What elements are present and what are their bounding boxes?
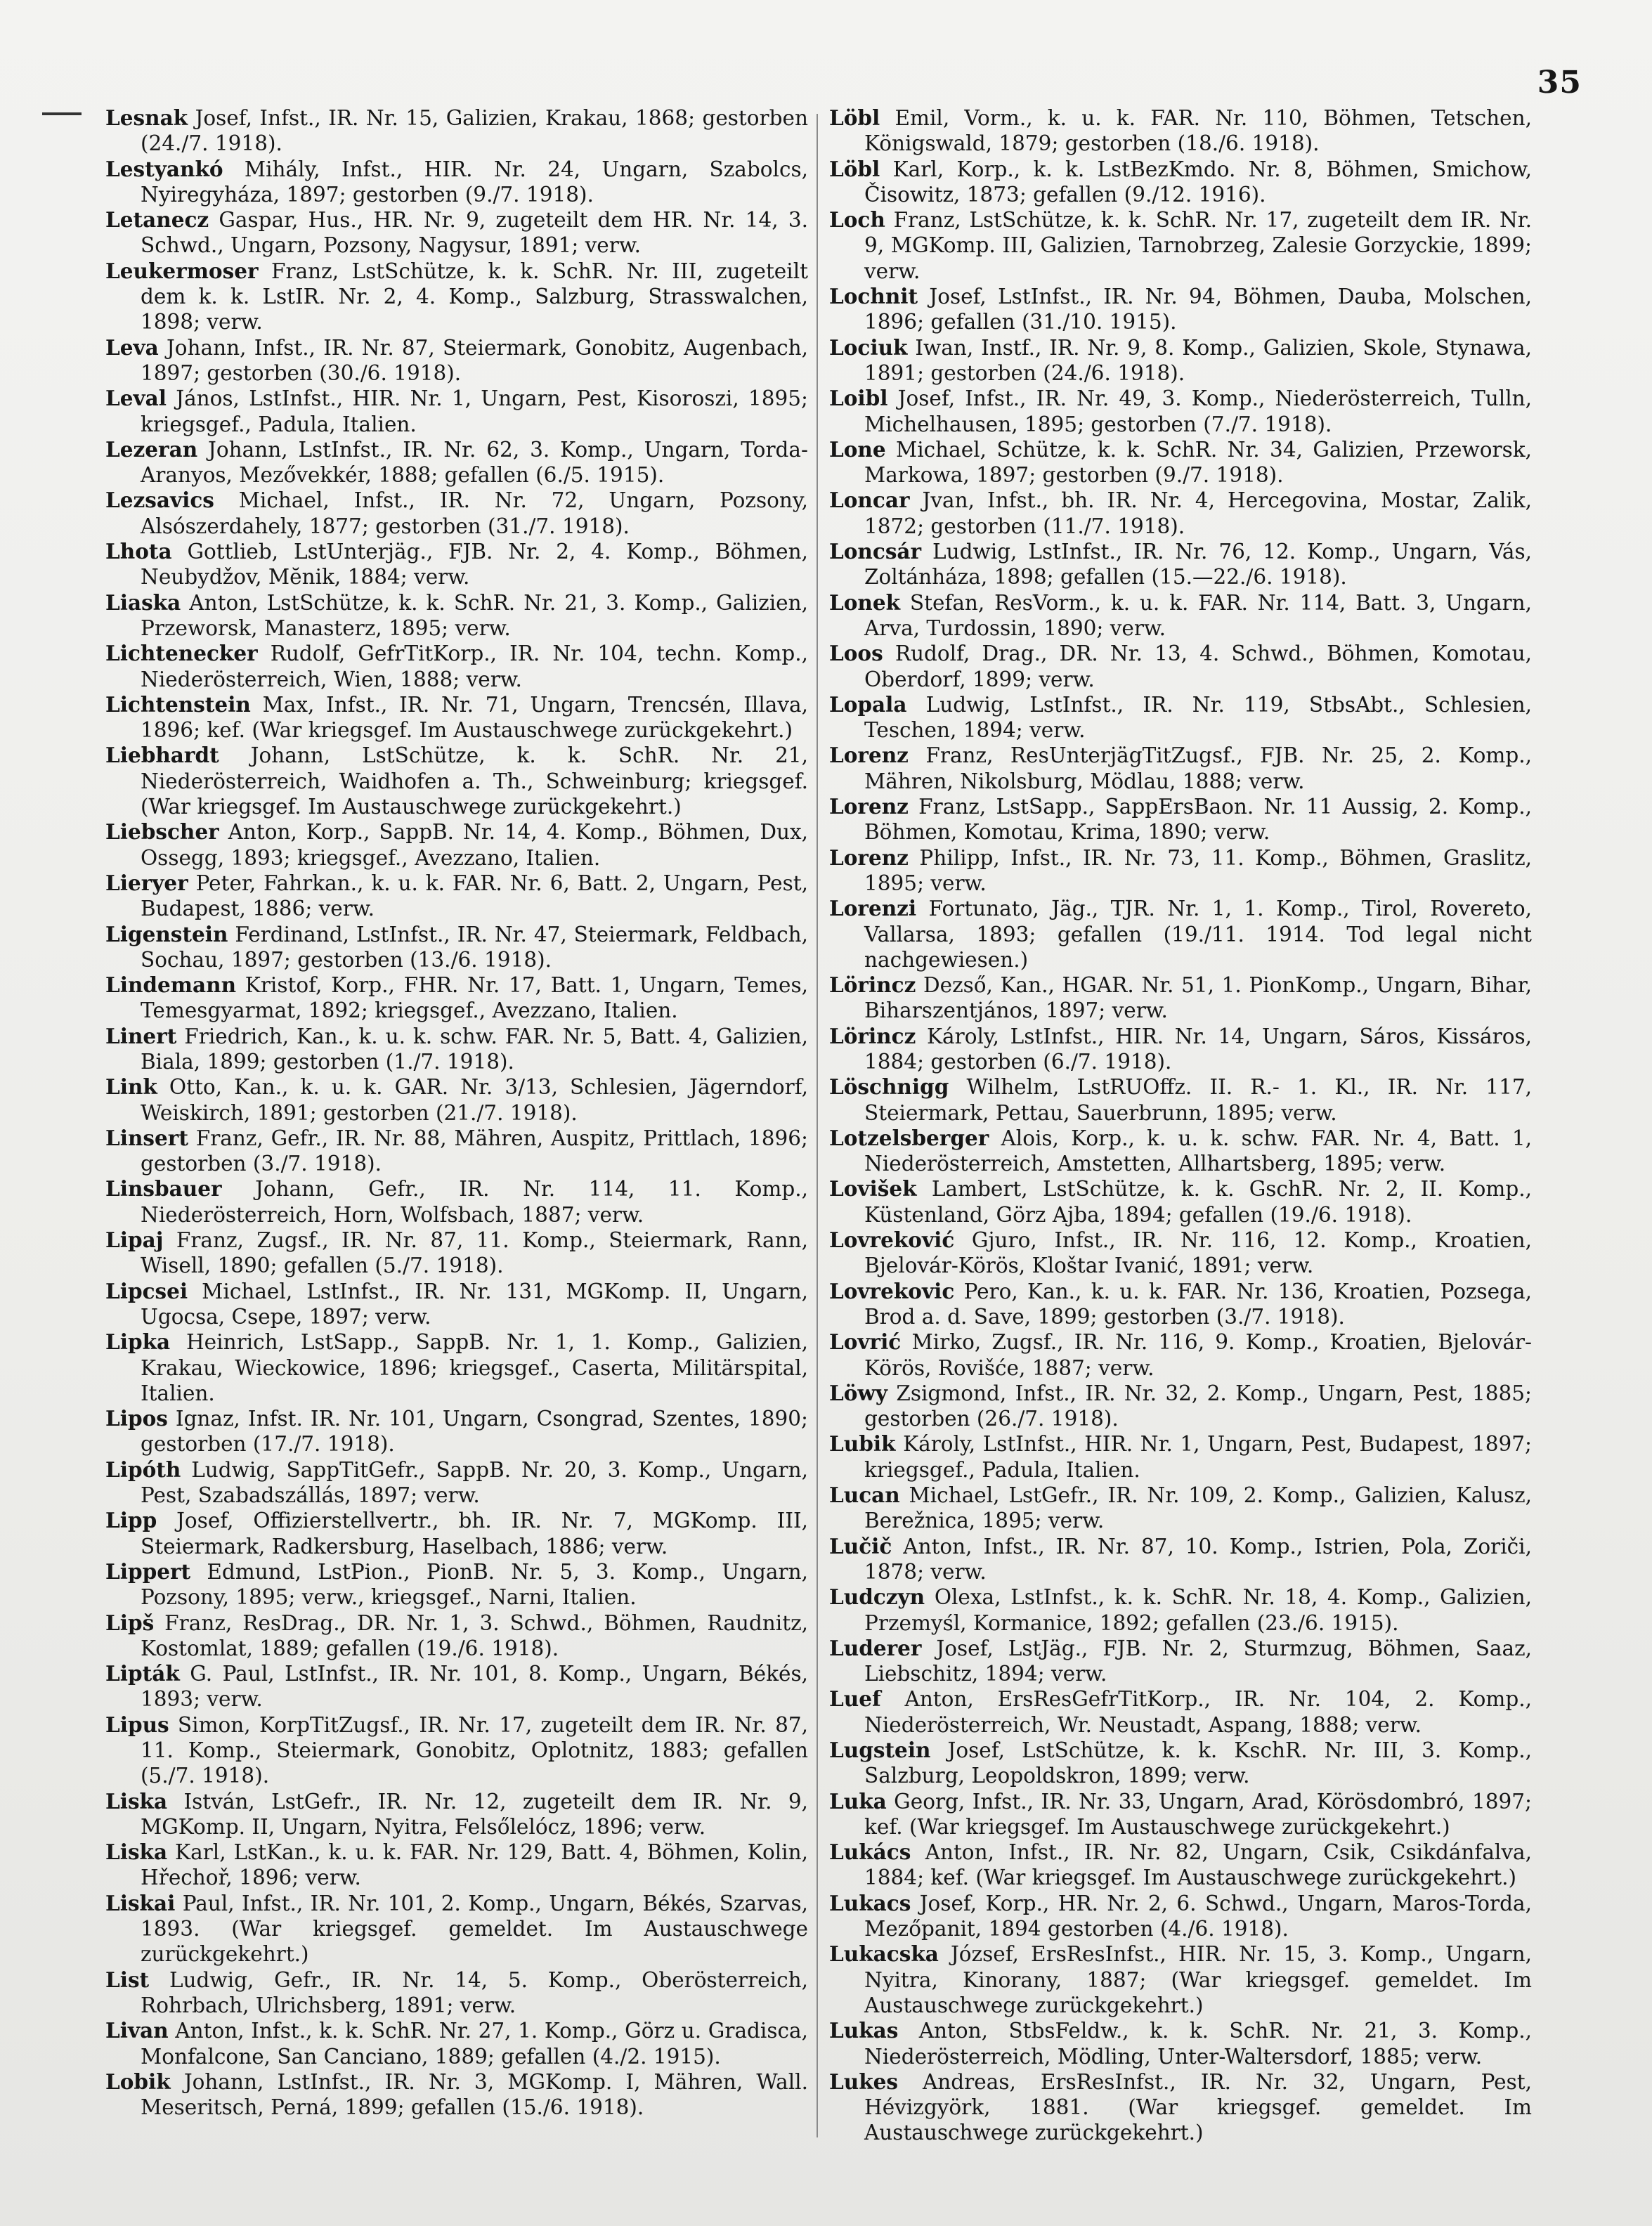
casualty-entry: [829, 386, 1532, 437]
casualty-entry: [105, 1406, 808, 1457]
entry-details: Karl, LstKan., k. u. k. FAR. Nr. 129, Batt. 4, Böhmen, Kolin, Hřechoř, 1896; verw.: [141, 1840, 808, 1890]
casualty-entry: [829, 1329, 1532, 1381]
entry-details: Michael, LstInfst., IR. Nr. 131, MGKomp. II, Ungarn, Ugocsa, Csepe, 1897; verw.: [141, 1279, 808, 1329]
casualty-entry: [105, 1789, 808, 1840]
casualty-entry: [105, 922, 808, 973]
casualty-entry: [105, 259, 808, 335]
entry-surname: Ligenstein: [105, 921, 228, 946]
entry-details: István, LstGefr., IR. Nr. 12, zugeteilt dem IR. Nr. 9, MGKomp. II, Ungarn, Nyitra, Felsőlelócz, 1896; verw.: [141, 1789, 808, 1839]
casualty-entry: [829, 335, 1532, 386]
entry-details: Johann, LstSchütze, k. k. SchR. Nr. 21, Niederösterreich, Waidhofen a. Th., Schweinburg; kriegsgef. (War kriegsgef. Im Austauschwege zurückgekehrt.): [141, 743, 808, 819]
entry-surname: Lukacs: [829, 1890, 911, 1915]
entry-details: Franz, LstSapp., SappErsBaon. Nr. 11 Aussig, 2. Komp., Böhmen, Komotau, Krima, 1890; verw.: [864, 795, 1532, 845]
casualty-entry: [105, 1967, 808, 2019]
entry-details: Fortunato, Jäg., TJR. Nr. 1, 1. Komp., Tirol, Rovereto, Vallarsa, 1893; gefallen (19./11. 1914. Tod legal nicht nachgewiesen.): [864, 897, 1532, 972]
entry-details: Emil, Vorm., k. u. k. FAR. Nr. 110, Böhmen, Tetschen, Königswald, 1879; gestorben (18./6. 1918).: [864, 106, 1532, 156]
entry-surname: Liskai: [105, 1890, 176, 1915]
entry-surname: Löbl: [829, 156, 880, 181]
casualty-entry: [105, 105, 808, 157]
entry-details: Josef, Infst., IR. Nr. 49, 3. Komp., Niederösterreich, Tulln, Michelhausen, 1895; gestorben (7./7. 1918).: [864, 386, 1532, 436]
right-column: [829, 105, 1532, 2146]
entry-details: Franz, ResDrag., DR. Nr. 1, 3. Schwd., Böhmen, Raudnitz, Kostomlat, 1889; gefallen (19./6. 1918).: [141, 1610, 808, 1660]
casualty-entry: [829, 590, 1532, 642]
entry-surname: Lippert: [105, 1558, 191, 1584]
casualty-entry: [829, 157, 1532, 208]
entry-details: Olexa, LstInfst., k. k. SchR. Nr. 18, 4. Komp., Galizien, Przemyśl, Kormanice, 1892; gefallen (23./6. 1915).: [864, 1585, 1532, 1635]
column-divider: [817, 114, 818, 2137]
entry-details: Rudolf, GefrTitKorp., IR. Nr. 104, techn. Komp., Niederösterreich, Wien, 1888; verw.: [141, 642, 808, 691]
entry-surname: Lipš: [105, 1610, 155, 1635]
entry-details: Josef, LstJäg., FJB. Nr. 2, Sturmzug, Böhmen, Saaz, Liebschitz, 1894; verw.: [864, 1636, 1532, 1686]
entry-surname: Liebscher: [105, 819, 219, 845]
entry-details: Ludwig, Gefr., IR. Nr. 14, 5. Komp., Oberösterreich, Rohrbach, Ulrichsberg, 1891; verw.: [141, 1967, 808, 2017]
casualty-entry: [829, 1534, 1532, 1585]
casualty-entry: [829, 743, 1532, 794]
entry-details: Peter, Fahrkan., k. u. k. FAR. Nr. 6, Batt. 2, Ungarn, Pest, Budapest, 1886; verw.: [141, 871, 808, 921]
casualty-entry: [105, 819, 808, 871]
casualty-entry: [105, 1840, 808, 1891]
entry-details: Johann, LstInfst., IR. Nr. 3, MGKomp. I, Mähren, Wall. Meseritsch, Perná, 1899; gefallen (15./6. 1918).: [141, 2069, 808, 2120]
entry-details: Anton, Infst., IR. Nr. 82, Ungarn, Csik, Csikdánfalva, 1884; kef. (War kriegsgef. Im Austauschwege zurückgekehrt.): [864, 1840, 1532, 1890]
casualty-entry: [105, 1559, 808, 1610]
entry-details: Gaspar, Hus., HR. Nr. 9, zugeteilt dem HR. Nr. 14, 3. Schwd., Ungarn, Pozsony, Nagysur, 1891; verw.: [141, 208, 808, 258]
entry-surname: Lovrić: [829, 1329, 902, 1355]
entry-details: Gottlieb, LstUnterjäg., FJB. Nr. 2, 4. Komp., Böhmen, Neubydžov, Mĕnik, 1884; verw.: [141, 540, 808, 590]
casualty-entry: [829, 105, 1532, 157]
entry-surname: Ludczyn: [829, 1584, 925, 1610]
entry-details: G. Paul, LstInfst., IR. Nr. 101, 8. Komp., Ungarn, Békés, 1893; verw.: [141, 1662, 808, 1712]
casualty-entry: [105, 1661, 808, 1712]
entry-surname: Loncsár: [829, 539, 922, 564]
entry-surname: Lörincz: [829, 1023, 916, 1048]
entry-details: Karl, Korp., k. k. LstBezKmdo. Nr. 8, Böhmen, Smichow, Čisowitz, 1873; gefallen (9./12. 1916).: [864, 157, 1532, 207]
entry-surname: Leval: [105, 386, 167, 411]
entry-surname: Luef: [829, 1686, 881, 1712]
entry-details: Franz, ResUnterjägTitZugsf., FJB. Nr. 25, 2. Komp., Mähren, Nikolsburg, Mödlau, 1888; verw.: [864, 743, 1532, 793]
casualty-entry: [829, 1584, 1532, 1636]
entry-details: Heinrich, LstSapp., SappB. Nr. 1, 1. Komp., Galizien, Krakau, Wieckowice, 1896; kriegsgef., Caserta, Militärspital, Italien.: [141, 1330, 808, 1405]
entry-surname: Lipták: [105, 1661, 180, 1686]
left-column: [105, 105, 808, 2120]
entry-details: Philipp, Infst., IR. Nr. 73, 11. Komp., Böhmen, Graslitz, 1895; verw.: [864, 845, 1532, 895]
entry-details: Michael, Infst., IR. Nr. 72, Ungarn, Pozsony, Alsószerdahely, 1877; gestorben (31./7. 1918).: [141, 488, 808, 538]
entry-surname: Lezeran: [105, 436, 198, 462]
entry-details: Kristof, Korp., FHR. Nr. 17, Batt. 1, Ungarn, Temes, Temesgyarmat, 1892; kriegsgef., Avezzano, Italien.: [141, 973, 808, 1023]
entry-surname: Lhota: [105, 539, 172, 564]
entry-surname: Letanecz: [105, 207, 209, 233]
entry-details: Károly, LstInfst., HIR. Nr. 1, Ungarn, Pest, Budapest, 1897; kriegsgef., Padula, Italien.: [864, 1432, 1532, 1482]
entry-surname: Lovišek: [829, 1176, 917, 1202]
entry-surname: Lipp: [105, 1508, 157, 1533]
entry-details: Max, Infst., IR. Nr. 71, Ungarn, Trencsén, Illava, 1896; kef. (War kriegsgef. Im Austauschwege zurückgekehrt.): [141, 692, 808, 743]
casualty-entry: [105, 1891, 808, 1967]
entry-surname: Leva: [105, 334, 159, 360]
casualty-entry: [829, 2069, 1532, 2146]
casualty-entry: [105, 1228, 808, 1279]
entry-details: Josef, Korp., HR. Nr. 2, 6. Schwd., Ungarn, Maros-Torda, Mezőpanit, 1894 gestorben (4./6. 1918).: [864, 1891, 1532, 1941]
entry-surname: Loibl: [829, 386, 888, 411]
entry-details: Alois, Korp., k. u. k. schw. FAR. Nr. 4, Batt. 1, Niederösterreich, Amstetten, Allhartsberg, 1895; verw.: [864, 1126, 1532, 1176]
entry-surname: Lukes: [829, 2069, 899, 2094]
casualty-entry: [829, 692, 1532, 743]
casualty-entry: [829, 1483, 1532, 1534]
casualty-entry: [829, 1686, 1532, 1738]
entry-surname: Lipka: [105, 1329, 171, 1355]
casualty-entry: [829, 1941, 1532, 2018]
casualty-entry: [105, 641, 808, 692]
entry-surname: Lipus: [105, 1712, 169, 1737]
casualty-entry: [105, 1457, 808, 1509]
entry-details: Josef, Offizierstellvertr., bh. IR. Nr. 7, MGKomp. III, Steiermark, Radkersburg, Haselbach, 1886; verw.: [141, 1509, 808, 1558]
casualty-entry: [105, 2018, 808, 2069]
casualty-entry: [829, 1228, 1532, 1279]
entry-surname: Liaska: [105, 590, 181, 615]
casualty-entry: [829, 1840, 1532, 1891]
entry-surname: Linert: [105, 1023, 177, 1048]
casualty-entry: [105, 1329, 808, 1406]
entry-surname: Livan: [105, 2018, 169, 2043]
entry-details: Gjuro, Infst., IR. Nr. 116, 12. Komp., Kroatien, Bjelovár-Körös, Kloštar Ivanić, 1891; verw.: [864, 1228, 1532, 1278]
casualty-entry: [105, 871, 808, 922]
casualty-entry: [829, 641, 1532, 692]
casualty-entry: [829, 1431, 1532, 1483]
entry-surname: Linsbauer: [105, 1176, 222, 1202]
entry-surname: Lobik: [105, 2069, 171, 2094]
entry-details: Anton, Infst., k. k. SchR. Nr. 27, 1. Komp., Görz u. Gradisca, Monfalcone, San Canciano, 1889; gefallen (4./2. 1915).: [141, 2019, 808, 2069]
entry-surname: Lieryer: [105, 870, 188, 895]
casualty-entry: [105, 1279, 808, 1330]
entry-details: József, ErsResInfst., HIR. Nr. 15, 3. Komp., Ungarn, Nyitra, Kinorany, 1887; (War kriegsgef. gemeldet. Im Austauschwege zurückgekehrt.): [864, 1942, 1532, 2017]
casualty-entry: [829, 207, 1532, 284]
entry-surname: Luka: [829, 1788, 887, 1814]
casualty-entry: [105, 335, 808, 386]
casualty-entry: [829, 1738, 1532, 1789]
entry-surname: Lipcsei: [105, 1278, 188, 1303]
entry-details: Franz, Zugsf., IR. Nr. 87, 11. Komp., Steiermark, Rann, Wisell, 1890; gefallen (5./7. 1918).: [141, 1228, 808, 1278]
casualty-entry: [829, 488, 1532, 539]
entry-details: Jvan, Infst., bh. IR. Nr. 4, Hercegovina, Mostar, Zalik, 1872; gestorben (11./7. 1918).: [864, 488, 1532, 538]
entry-details: Anton, LstSchütze, k. k. SchR. Nr. 21, 3. Komp., Galizien, Przeworsk, Manasterz, 1895; verw.: [141, 590, 808, 640]
entry-surname: Loos: [829, 641, 883, 666]
entry-surname: Löschnigg: [829, 1074, 949, 1100]
entry-surname: List: [105, 1967, 150, 1992]
entry-surname: Lezsavics: [105, 488, 214, 513]
entry-details: Johann, Infst., IR. Nr. 87, Steiermark, Gonobitz, Augenbach, 1897; gestorben (30./6. 1918).: [141, 335, 808, 385]
casualty-entry: [829, 1024, 1532, 1075]
casualty-entry: [829, 2018, 1532, 2069]
entry-surname: Loch: [829, 207, 885, 233]
casualty-entry: [829, 972, 1532, 1024]
entry-surname: Lorenz: [829, 845, 909, 870]
entry-details: Anton, Korp., SappB. Nr. 14, 4. Komp., Böhmen, Dux, Ossegg, 1893; kriegsgef., Avezzano, Italien.: [141, 820, 808, 870]
entry-details: Wilhelm, LstRUOffz. II. R.- 1. Kl., IR. Nr. 117, Steiermark, Pettau, Sauerbrunn, 1895; verw.: [864, 1075, 1532, 1125]
entry-surname: Lugstein: [829, 1738, 931, 1762]
casualty-entry: [829, 1636, 1532, 1687]
entry-surname: Lorenzi: [829, 896, 917, 921]
entry-surname: Lipaj: [105, 1228, 164, 1253]
casualty-entry: [105, 1024, 808, 1075]
entry-details: Josef, LstSchütze, k. k. KschR. Nr. III, 3. Komp., Salzburg, Leopoldskron, 1899; verw.: [864, 1738, 1532, 1788]
casualty-entry: [105, 1126, 808, 1177]
entry-details: Franz, LstSchütze, k. k. SchR. Nr. 17, zugeteilt dem IR. Nr. 9, MGKomp. III, Galizien, Tarnobrzeg, Zalesie Gorzyckie, 1899; verw.: [864, 208, 1532, 283]
entry-details: Josef, LstInfst., IR. Nr. 94, Böhmen, Dauba, Molschen, 1896; gefallen (31./10. 1915).: [864, 285, 1532, 334]
entry-surname: Lucan: [829, 1483, 900, 1508]
entry-surname: Löbl: [829, 105, 880, 130]
entry-surname: Lovreković: [829, 1228, 955, 1253]
entry-details: Otto, Kan., k. u. k. GAR. Nr. 3/13, Schlesien, Jägerndorf, Weiskirch, 1891; gestorben (21./7. 1918).: [141, 1075, 808, 1125]
entry-surname: Lipóth: [105, 1457, 181, 1482]
entry-details: Lambert, LstSchütze, k. k. GschR. Nr. 2, II. Komp., Küstenland, Görz Ajba, 1894; gefallen (19./6. 1918).: [864, 1177, 1532, 1227]
entry-surname: Lociuk: [829, 334, 908, 360]
entry-surname: Luderer: [829, 1635, 922, 1660]
entry-surname: Linsert: [105, 1125, 188, 1150]
entry-surname: Liska: [105, 1840, 168, 1865]
entry-surname: Lipos: [105, 1406, 168, 1431]
entry-details: Károly, LstInfst., HIR. Nr. 14, Ungarn, Sáros, Kissáros, 1884; gestorben (6./7. 1918).: [864, 1024, 1532, 1074]
entry-surname: Lörincz: [829, 972, 916, 998]
entry-details: Johann, Gefr., IR. Nr. 114, 11. Komp., Niederösterreich, Horn, Wolfsbach, 1887; verw.: [141, 1177, 808, 1227]
entry-surname: Loncar: [829, 488, 910, 513]
entry-surname: Löwy: [829, 1380, 887, 1405]
entry-surname: Liebhardt: [105, 743, 219, 768]
casualty-entry: [829, 539, 1532, 590]
casualty-entry: [829, 1381, 1532, 1432]
entry-surname: Lučič: [829, 1533, 892, 1558]
entry-surname: Lukacska: [829, 1941, 939, 1967]
entry-surname: Liska: [105, 1788, 168, 1814]
casualty-entry: [829, 437, 1532, 488]
entry-details: Franz, LstSchütze, k. k. SchR. Nr. III, zugeteilt dem k. k. LstIR. Nr. 2, 4. Komp., Salzburg, Strasswalchen, 1898; verw.: [141, 259, 808, 334]
entry-details: Anton, ErsResGefrTitKorp., IR. Nr. 104, 2. Komp., Niederösterreich, Wr. Neustadt, Aspang, 1888; verw.: [864, 1687, 1532, 1737]
entry-surname: Leukermoser: [105, 258, 259, 283]
entry-details: Ludwig, LstInfst., IR. Nr. 119, StbsAbt., Schlesien, Teschen, 1894; verw.: [864, 692, 1532, 743]
entry-surname: Lone: [829, 436, 886, 462]
entry-surname: Link: [105, 1074, 157, 1100]
casualty-entry: [105, 1176, 808, 1228]
entry-surname: Lestyankó: [105, 156, 223, 181]
casualty-entry: [105, 590, 808, 642]
casualty-entry: [105, 437, 808, 488]
entry-details: Ludwig, LstInfst., IR. Nr. 76, 12. Komp., Ungarn, Vás, Zoltánháza, 1898; gefallen (15.—22./6. 1918).: [864, 540, 1532, 590]
page-number: 35: [1537, 65, 1582, 100]
entry-details: Pero, Kan., k. u. k. FAR. Nr. 136, Kroatien, Pozsega, Brod a. d. Save, 1899; gestorben (3./7. 1918).: [864, 1279, 1532, 1329]
entry-details: Rudolf, Drag., DR. Nr. 13, 4. Schwd., Böhmen, Komotau, Oberdorf, 1899; verw.: [864, 642, 1532, 691]
entry-details: Andreas, ErsResInfst., IR. Nr. 32, Ungarn, Pest, Hévizgyörk, 1881. (War kriegsgef. gemeldet. Im Austauschwege zurückgekehrt.): [864, 2069, 1532, 2145]
casualty-entry: [105, 1508, 808, 1559]
entry-surname: Lukas: [829, 2018, 899, 2043]
entry-surname: Lonek: [829, 590, 901, 615]
entry-details: Paul, Infst., IR. Nr. 101, 2. Komp., Ungarn, Békés, Szarvas, 1893. (War kriegsgef. gemeldet. Im Austauschwege zurückgekehrt.): [141, 1891, 808, 1967]
casualty-entry: [829, 896, 1532, 972]
casualty-entry: [829, 1074, 1532, 1126]
entry-surname: Lopala: [829, 691, 907, 717]
entry-details: Josef, Infst., IR. Nr. 15, Galizien, Krakau, 1868; gestorben (24./7. 1918).: [141, 106, 808, 156]
casualty-entry: [829, 1126, 1532, 1177]
entry-surname: Lotzelsberger: [829, 1125, 989, 1150]
casualty-entry: [105, 2069, 808, 2121]
entry-surname: Lichtenecker: [105, 641, 258, 666]
entry-details: Anton, Infst., IR. Nr. 87, 10. Komp., Istrien, Pola, Zoriči, 1878; verw.: [864, 1534, 1532, 1584]
casualty-entry: [105, 1074, 808, 1126]
casualty-entry: [105, 1610, 808, 1662]
casualty-entry: [105, 386, 808, 437]
entry-details: Mirko, Zugsf., IR. Nr. 116, 9. Komp., Kroatien, Bjelovár-Körös, Rovišće, 1887; verw.: [864, 1330, 1532, 1380]
entry-surname: Lubik: [829, 1431, 896, 1457]
entry-details: Ignaz, Infst. IR. Nr. 101, Ungarn, Csongrad, Szentes, 1890; gestorben (17./7. 1918).: [141, 1407, 808, 1457]
casualty-entry: [829, 1789, 1532, 1840]
casualty-entry: [105, 207, 808, 259]
entry-details: Edmund, LstPion., PionB. Nr. 5, 3. Komp., Ungarn, Pozsony, 1895; verw., kriegsgef., Narni, Italien.: [141, 1559, 808, 1610]
entry-surname: Lindemann: [105, 972, 237, 998]
entry-details: Michael, Schütze, k. k. SchR. Nr. 34, Galizien, Przeworsk, Markowa, 1897; gestorben (9./7. 1918).: [864, 437, 1532, 488]
entry-details: Zsigmond, Infst., IR. Nr. 32, 2. Komp., Ungarn, Pest, 1885; gestorben (26./7. 1918).: [864, 1381, 1532, 1431]
entry-details: Michael, LstGefr., IR. Nr. 109, 2. Komp., Galizien, Kalusz, Berežnica, 1895; verw.: [864, 1483, 1532, 1533]
casualty-entry: [105, 157, 808, 208]
casualty-entry: [105, 1712, 808, 1789]
entry-details: János, LstInfst., HIR. Nr. 1, Ungarn, Pest, Kisoroszi, 1895; kriegsgef., Padula, Italien.: [141, 386, 808, 436]
entry-details: Ludwig, SappTitGefr., SappB. Nr. 20, 3. Komp., Ungarn, Pest, Szabadszállás, 1897; verw.: [141, 1457, 808, 1508]
entry-details: Friedrich, Kan., k. u. k. schw. FAR. Nr. 5, Batt. 4, Galizien, Biala, 1899; gestorben (1./7. 1918).: [141, 1024, 808, 1074]
entry-details: Anton, StbsFeldw., k. k. SchR. Nr. 21, 3. Komp., Niederösterreich, Mödling, Unter-Waltersdorf, 1885; verw.: [864, 2019, 1532, 2069]
entry-surname: Lochnit: [829, 284, 918, 309]
entry-details: Johann, LstInfst., IR. Nr. 62, 3. Komp., Ungarn, Torda-Aranyos, Mezővekkér, 1888; gefallen (6./5. 1915).: [141, 437, 808, 488]
casualty-entry: [829, 845, 1532, 897]
casualty-entry: [829, 794, 1532, 845]
entry-details: Mihály, Infst., HIR. Nr. 24, Ungarn, Szabolcs, Nyiregyháza, 1897; gestorben (9./7. 1918).: [141, 157, 808, 207]
casualty-entry: [105, 972, 808, 1024]
casualty-entry: [105, 692, 808, 743]
entry-details: Stefan, ResVorm., k. u. k. FAR. Nr. 114, Batt. 3, Ungarn, Arva, Turdossin, 1890; verw.: [864, 590, 1532, 640]
entry-details: Georg, Infst., IR. Nr. 33, Ungarn, Arad, Körösdombró, 1897; kef. (War kriegsgef. Im Austauschwege zurückgekehrt.): [864, 1789, 1532, 1839]
entry-surname: Lukács: [829, 1840, 911, 1865]
casualty-entry: [829, 1891, 1532, 1942]
entry-surname: Lovrekovic: [829, 1278, 955, 1303]
entry-details: Iwan, Instf., IR. Nr. 9, 8. Komp., Galizien, Skole, Stynawa, 1891; gestorben (24./6. 1918).: [864, 335, 1532, 385]
casualty-entry: [105, 743, 808, 819]
casualty-entry: [829, 1279, 1532, 1330]
entry-details: Franz, Gefr., IR. Nr. 88, Mähren, Auspitz, Prittlach, 1896; gestorben (3./7. 1918).: [141, 1126, 808, 1176]
entry-details: Ferdinand, LstInfst., IR. Nr. 47, Steiermark, Feldbach, Sochau, 1897; gestorben (13./6. 1918).: [141, 922, 808, 972]
entry-surname: Lichtenstein: [105, 691, 251, 717]
casualty-entry: [829, 1176, 1532, 1228]
entry-details: Simon, KorpTitZugsf., IR. Nr. 17, zugeteilt dem IR. Nr. 87, 11. Komp., Steiermark, Gonobitz, Oplotnitz, 1883; gefallen (5./7. 1918).: [141, 1712, 808, 1788]
entry-surname: Lorenz: [829, 794, 909, 819]
margin-dash-mark: [42, 112, 82, 115]
entry-details: Dezső, Kan., HGAR. Nr. 51, 1. PionKomp., Ungarn, Bihar, Biharszentjános, 1897; verw.: [864, 973, 1532, 1023]
casualty-entry: [105, 488, 808, 539]
entry-surname: Lesnak: [105, 105, 188, 130]
casualty-entry: [829, 284, 1532, 335]
casualty-entry: [105, 539, 808, 590]
entry-surname: Lorenz: [829, 743, 909, 768]
